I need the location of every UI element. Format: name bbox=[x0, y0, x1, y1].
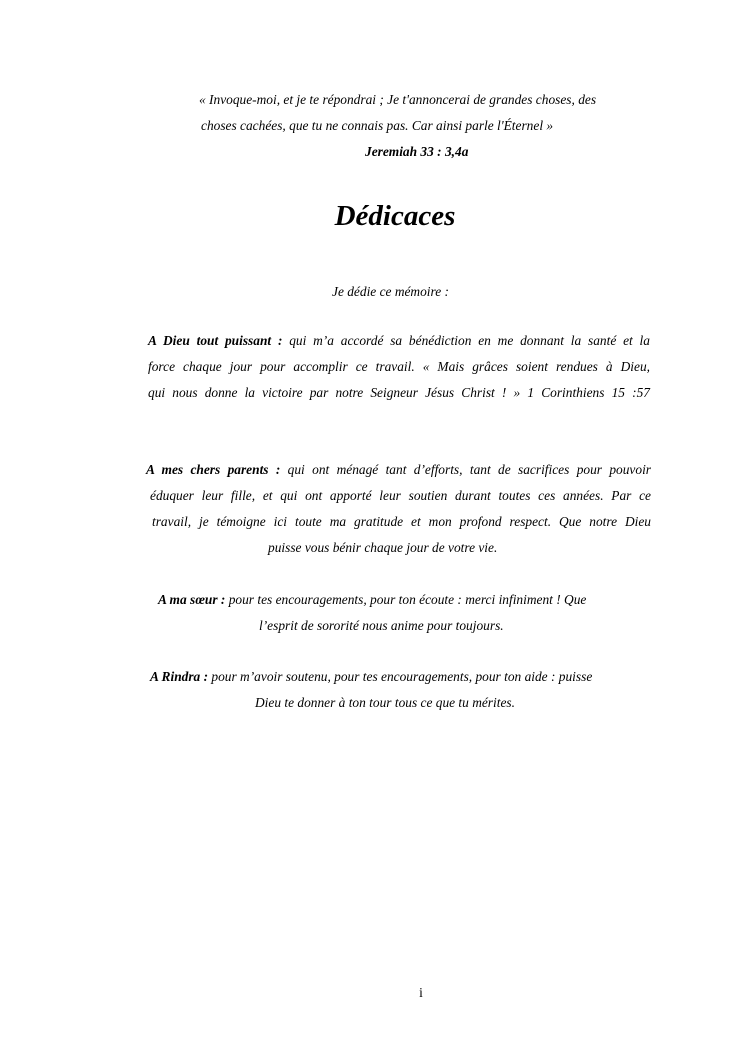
dedication-parents-line-4: puisse vous bénir chaque jour de votre vie. bbox=[268, 540, 498, 555]
dedication-parents-line-3: travail, je témoigne ici toute ma gratitude et mon profond respect. Que notre Dieu bbox=[152, 514, 651, 529]
dedication-soeur-lead: A ma sœur : bbox=[158, 592, 226, 607]
dedication-soeur-line-2: l’esprit de sororité nous anime pour toujours. bbox=[259, 618, 504, 633]
dedication-dieu-lead: A Dieu tout puissant : bbox=[148, 333, 283, 348]
dedication-dieu-line-2: force chaque jour pour accomplir ce travail. « Mais grâces soient rendues à Dieu, bbox=[148, 359, 650, 374]
dedication-soeur-line-1 bbox=[158, 592, 586, 608]
dedication-intro: Je dédie ce mémoire : bbox=[332, 284, 449, 299]
epigraph-reference: Jeremiah 33 : 3,4a bbox=[365, 144, 469, 159]
dedication-parents-line-1 bbox=[146, 462, 651, 488]
dedication-dieu-line-1-text: qui m’a accordé sa bénédiction en me donnant la santé et la bbox=[282, 333, 650, 348]
dedication-rindra-line-1-text: pour m’avoir soutenu, pour tes encouragements, pour ton aide : puisse bbox=[208, 669, 593, 684]
dedication-parents-line-2: éduquer leur fille, et qui ont apporté leur soutien durant toutes ces années. Par ce bbox=[150, 488, 651, 503]
page-number: i bbox=[419, 985, 423, 1000]
dedication-dieu bbox=[148, 333, 650, 411]
dedication-rindra-lead: A Rindra : bbox=[150, 669, 209, 684]
dedication-dieu-line-3: qui nous donne la victoire par notre Seigneur Jésus Christ ! » 1 Corinthiens 15 :57 bbox=[148, 385, 650, 400]
dedication-parents-lead: A mes chers parents : bbox=[146, 462, 281, 477]
page-title: Dédicaces bbox=[334, 200, 456, 232]
dedication-rindra-line-2: Dieu te donner à ton tour tous ce que tu mérites. bbox=[255, 695, 515, 710]
dedication-dieu-line-1 bbox=[148, 333, 650, 359]
epigraph-line-2: choses cachées, que tu ne connais pas. Car ainsi parle l'Éternel » bbox=[201, 118, 554, 133]
dedication-parents bbox=[146, 462, 651, 540]
dedication-parents-line-1-text: qui ont ménagé tant d’efforts, tant de sacrifices pour pouvoir bbox=[280, 462, 651, 477]
dedication-rindra-line-1 bbox=[150, 669, 592, 685]
dedication-soeur-line-1-text: pour tes encouragements, pour ton écoute : merci infiniment ! Que bbox=[225, 592, 587, 607]
epigraph-line-1: « Invoque-moi, et je te répondrai ; Je t'annoncerai de grandes choses, des bbox=[199, 92, 597, 107]
